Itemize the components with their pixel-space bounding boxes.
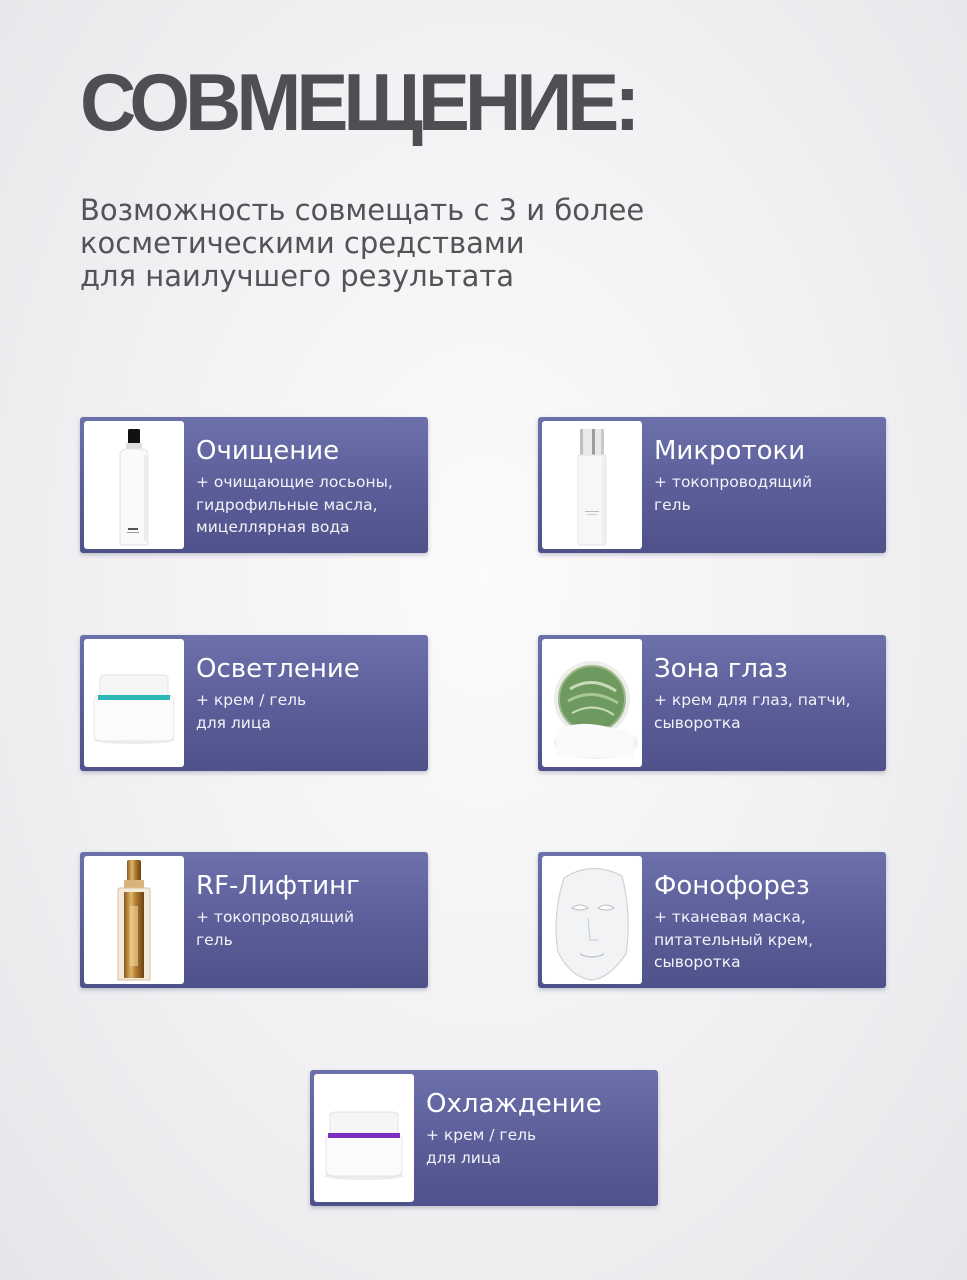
cream-jar-icon — [84, 639, 184, 767]
cleanser-bottle-icon — [84, 421, 184, 549]
card-cooling — [310, 1070, 658, 1206]
card-desc-line: + токопроводящий — [196, 908, 355, 926]
card-eye-area — [538, 635, 886, 771]
card-rf-lifting — [80, 852, 428, 988]
subtitle-line: Возможность совмещать с 3 и более — [80, 193, 645, 227]
card-description — [196, 906, 360, 951]
card-description — [654, 906, 813, 974]
card-desc-line: + токопроводящий — [654, 473, 813, 491]
card-desc-line: гель — [654, 495, 691, 514]
card-desc-line: питательный крем, — [654, 930, 814, 949]
card-title: Зона глаз — [654, 654, 788, 684]
card-desc-line: гидрофильные масла, — [196, 495, 378, 514]
card-desc-line: гель — [196, 930, 233, 949]
card-title: Осветление — [196, 654, 360, 684]
gold-serum-bottle-icon — [84, 856, 184, 984]
card-title: Охлаждение — [426, 1089, 602, 1119]
card-phonophoresis — [538, 852, 886, 988]
card-desc-line: сыворотка — [654, 713, 741, 732]
card-title: Микротоки — [654, 436, 806, 466]
card-desc-line: + крем / гель — [196, 691, 307, 709]
card-title: Очищение — [196, 436, 340, 466]
card-description — [196, 689, 360, 734]
card-cleansing — [80, 417, 428, 553]
card-title: RF-Лифтинг — [196, 871, 360, 901]
card-description — [654, 689, 851, 734]
card-microcurrent — [538, 417, 886, 553]
subtitle-line: для наилучшего результата — [80, 259, 515, 293]
card-desc-line: + крем / гель — [426, 1126, 537, 1144]
cooling-cream-jar-icon — [314, 1074, 414, 1202]
toner-bottle-icon — [542, 421, 642, 549]
card-desc-line: для лица — [426, 1148, 501, 1167]
eye-patches-jar-icon — [542, 639, 642, 767]
card-description — [426, 1124, 602, 1169]
card-title: Фонофорез — [654, 871, 810, 901]
card-desc-line: для лица — [196, 713, 271, 732]
card-desc-line: сыворотка — [654, 953, 741, 971]
card-desc-line: мицеллярная вода — [196, 518, 350, 536]
card-description — [654, 471, 812, 516]
card-brightening — [80, 635, 428, 771]
subtitle-line: косметическими средствами — [80, 226, 525, 260]
card-desc-line: + тканевая маска, — [654, 908, 806, 926]
card-desc-line: + крем для глаз, патчи, — [654, 691, 851, 709]
card-description — [196, 471, 393, 539]
page-subtitle — [80, 194, 860, 293]
card-desc-line: + очищающие лосьоны, — [196, 473, 393, 491]
sheet-mask-icon — [542, 856, 642, 984]
page-title: СОВМЕЩЕНИЕ: — [80, 56, 636, 148]
